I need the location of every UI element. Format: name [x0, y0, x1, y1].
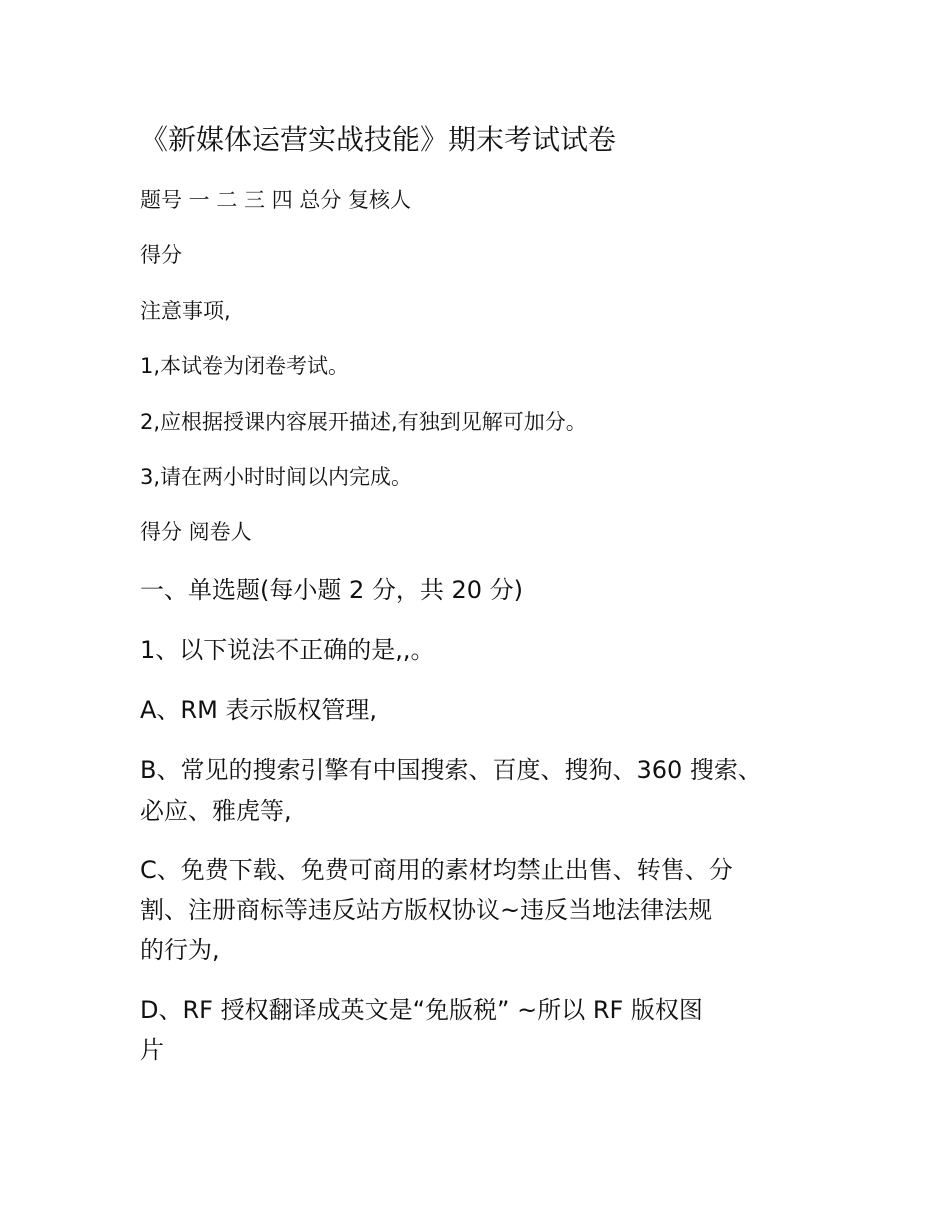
exam-title: 《新媒体运营实战技能》期末考试试卷: [140, 123, 617, 156]
notice-item-3: 3,请在两小时时间以内完成。: [140, 465, 413, 489]
option-c-line-3: 的行为,: [140, 936, 220, 964]
notice-item-2: 2,应根据授课内容展开描述,有独到见解可加分。: [140, 410, 587, 434]
notice-heading: 注意事项,: [140, 299, 231, 323]
section-heading: 一、单选题(每小题 2 分，共 20 分): [140, 576, 524, 604]
notice-item-1: 1,本试卷为闭卷考试。: [140, 354, 350, 378]
score-table-header: 题号 一 二 三 四 总分 复核人: [140, 188, 412, 212]
option-c-line-1: C、免费下载、免费可商用的素材均禁止出售、转售、分: [140, 856, 733, 884]
option-d-line-2: 片: [140, 1036, 164, 1064]
grader-line: 得分 阅卷人: [140, 520, 252, 544]
score-label: 得分: [140, 243, 182, 267]
question-stem: 1、以下说法不正确的是,,。: [140, 636, 435, 664]
option-b-line-1: B、常见的搜索引擎有中国搜索、百度、搜狗、360 搜索、: [140, 756, 762, 784]
option-b-line-2: 必应、雅虎等,: [140, 797, 292, 825]
option-c-line-2: 割、注册商标等违反站方版权协议~违反当地法律法规: [140, 896, 713, 924]
option-a: A、RM 表示版权管理,: [140, 696, 378, 724]
option-d-line-1: D、RF 授权翻译成英文是“免版税” ~所以 RF 版权图: [140, 996, 703, 1024]
